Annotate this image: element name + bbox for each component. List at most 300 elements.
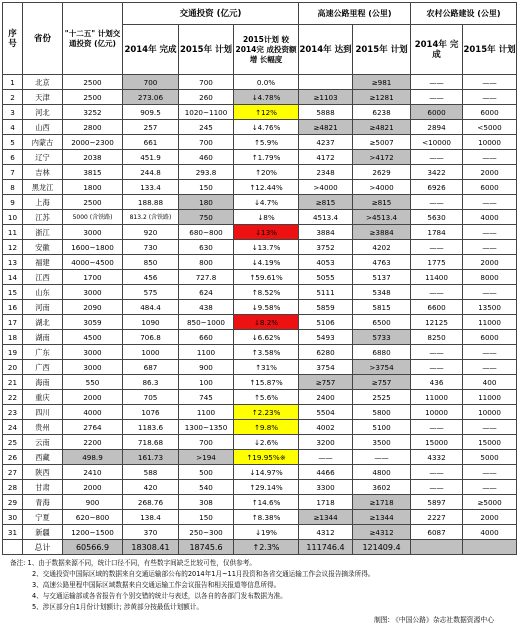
growth-rate: ↓13% <box>234 225 299 240</box>
note-line: 备注: 1、由于数据来源不同，统计口径不同，有些数字间缺乏比较可性，仅供参考。 <box>10 559 256 567</box>
row-number: 4 <box>3 120 23 135</box>
traffic-2015: 700 <box>179 135 234 150</box>
rural-2015: 4000 <box>463 525 517 540</box>
rural-2014: 15000 <box>411 435 463 450</box>
growth-rate: ↑8.38% <box>234 510 299 525</box>
highway-2014: 5888 <box>299 105 353 120</box>
rural-2015: 2000 <box>463 165 517 180</box>
rural-2014: 4332 <box>411 450 463 465</box>
province-name: 西藏 <box>23 450 63 465</box>
traffic-2015: 800 <box>179 255 234 270</box>
row-number: 13 <box>3 255 23 270</box>
highway-2015: >4513.4 <box>353 210 411 225</box>
rural-2015: —— <box>463 90 517 105</box>
table-row <box>3 345 517 360</box>
row-number: 1 <box>3 75 23 90</box>
row-number: 16 <box>3 300 23 315</box>
growth-rate: ↓8.2% <box>234 315 299 330</box>
total-growth: ↑2.3% <box>234 540 299 555</box>
highway-2015: ≥1718 <box>353 495 411 510</box>
rural-2014: 11000 <box>411 390 463 405</box>
highway-2015: ≥3884 <box>353 225 411 240</box>
row-number: 31 <box>3 525 23 540</box>
province-name: 湖北 <box>23 315 63 330</box>
province-name: 福建 <box>23 255 63 270</box>
total-rural-2014 <box>411 540 463 555</box>
growth-rate: ↓4.76% <box>234 120 299 135</box>
province-name: 黑龙江 <box>23 180 63 195</box>
rural-2014: 6926 <box>411 180 463 195</box>
traffic-2015: 293.8 <box>179 165 234 180</box>
plan-investment: 2500 <box>63 195 123 210</box>
growth-rate: ↑59.61% <box>234 270 299 285</box>
traffic-2015: 438 <box>179 300 234 315</box>
traffic-2014: 705 <box>123 390 179 405</box>
highway-2014: 5504 <box>299 405 353 420</box>
rural-2015: —— <box>463 225 517 240</box>
rural-2015: —— <box>463 285 517 300</box>
traffic-2014: 850 <box>123 255 179 270</box>
plan-investment: 2000~2300 <box>63 135 123 150</box>
highway-2015: —— <box>353 450 411 465</box>
province-name: 广东 <box>23 345 63 360</box>
table-row <box>3 390 517 405</box>
traffic-2015: 624 <box>179 285 234 300</box>
plan-investment: 2500 <box>63 90 123 105</box>
traffic-2015: 100 <box>179 375 234 390</box>
plan-investment: 2000 <box>63 480 123 495</box>
province-name: 山西 <box>23 120 63 135</box>
highway-2015: 3602 <box>353 480 411 495</box>
note-line: 2、交通投资中国际区域的数据来自交通运输部公布的2014年1月~11月投资和各省交通运输工作会议报告摘录所得。 <box>32 570 375 578</box>
province-name: 山东 <box>23 285 63 300</box>
table-body <box>3 75 517 540</box>
traffic-2014: 161.73 <box>123 450 179 465</box>
row-number: 27 <box>3 465 23 480</box>
plan-investment: 4500 <box>63 330 123 345</box>
rural-2014: 2227 <box>411 510 463 525</box>
highway-2015: >4172 <box>353 150 411 165</box>
highway-2014: 5055 <box>299 270 353 285</box>
traffic-2015: 308 <box>179 495 234 510</box>
traffic-2014: 1183.6 <box>123 420 179 435</box>
table-row <box>3 495 517 510</box>
credit-line: 制图: 《中国公路》杂志社数据资源中心 <box>374 616 494 624</box>
growth-rate: ↑20% <box>234 165 299 180</box>
rural-2014: 6087 <box>411 525 463 540</box>
rural-2014: —— <box>411 420 463 435</box>
table-row <box>3 105 517 120</box>
highway-2014: 5106 <box>299 315 353 330</box>
rural-2015: 11000 <box>463 315 517 330</box>
table-row <box>3 120 517 135</box>
traffic-2014: 138.4 <box>123 510 179 525</box>
highway-2014: 3754 <box>299 360 353 375</box>
rural-2014: 6600 <box>411 300 463 315</box>
highway-2015: 6238 <box>353 105 411 120</box>
header-plan-invest: "十二五" 计划交通投资 (亿元) <box>63 3 123 75</box>
province-name: 河南 <box>23 300 63 315</box>
rural-2015: 5000 <box>463 450 517 465</box>
traffic-2015: 900 <box>179 360 234 375</box>
province-name: 上海 <box>23 195 63 210</box>
rural-2015: —— <box>463 465 517 480</box>
rural-2014: 436 <box>411 375 463 390</box>
province-name: 湖南 <box>23 330 63 345</box>
highway-2015: 4800 <box>353 465 411 480</box>
plan-investment: 1700 <box>63 270 123 285</box>
total-rural-2015 <box>463 540 517 555</box>
total-label: 总计 <box>23 540 63 555</box>
rural-2014: 5630 <box>411 210 463 225</box>
table-row <box>3 255 517 270</box>
rural-2014: 2894 <box>411 120 463 135</box>
growth-rate: ↑1.79% <box>234 150 299 165</box>
table-row <box>3 165 517 180</box>
rural-2015: 6000 <box>463 105 517 120</box>
row-number: 14 <box>3 270 23 285</box>
investment-table <box>2 2 517 555</box>
traffic-2015: 850~1000 <box>179 315 234 330</box>
traffic-2014: 133.4 <box>123 180 179 195</box>
plan-investment: 2090 <box>63 300 123 315</box>
note-line: 5、涉区部分自1月份计划额计; 涉黄部分按最低计划额计。 <box>32 603 203 611</box>
province-name: 陕西 <box>23 465 63 480</box>
traffic-2014: 920 <box>123 225 179 240</box>
highway-2015: ≥4821 <box>353 120 411 135</box>
highway-2014: 4002 <box>299 420 353 435</box>
table-row <box>3 195 517 210</box>
plan-investment: 2000 <box>63 390 123 405</box>
traffic-2014: 273.06 <box>123 90 179 105</box>
rural-2014: —— <box>411 75 463 90</box>
row-number: 28 <box>3 480 23 495</box>
growth-rate: ↑12.44% <box>234 180 299 195</box>
highway-2014: 3884 <box>299 225 353 240</box>
rural-2015: <5000 <box>463 120 517 135</box>
growth-rate: ↓8% <box>234 210 299 225</box>
rural-2014: 11400 <box>411 270 463 285</box>
table-row <box>3 285 517 300</box>
rural-2015: —— <box>463 75 517 90</box>
traffic-2015: 245 <box>179 120 234 135</box>
rural-2015: 13500 <box>463 300 517 315</box>
highway-2015: 4763 <box>353 255 411 270</box>
plan-investment: 3000 <box>63 360 123 375</box>
highway-2014: 4053 <box>299 255 353 270</box>
rural-2015: 10000 <box>463 405 517 420</box>
table-row <box>3 510 517 525</box>
highway-2015: 5137 <box>353 270 411 285</box>
highway-2015: 5815 <box>353 300 411 315</box>
rural-2014: 8250 <box>411 330 463 345</box>
plan-investment: 4000 <box>63 405 123 420</box>
highway-2015: >4000 <box>353 180 411 195</box>
rural-2015: 8000 <box>463 270 517 285</box>
rural-2014: —— <box>411 90 463 105</box>
highway-2014: 3200 <box>299 435 353 450</box>
table-row <box>3 75 517 90</box>
rural-2014: —— <box>411 195 463 210</box>
rural-2014: —— <box>411 150 463 165</box>
plan-investment: 550 <box>63 375 123 390</box>
traffic-2014: 700 <box>123 75 179 90</box>
growth-rate: ↓4.19% <box>234 255 299 270</box>
highway-2014: 1718 <box>299 495 353 510</box>
traffic-2015: 150 <box>179 180 234 195</box>
row-number: 6 <box>3 150 23 165</box>
growth-rate: ↑3.58% <box>234 345 299 360</box>
rural-2015: —— <box>463 420 517 435</box>
traffic-2014: 420 <box>123 480 179 495</box>
growth-rate: ↑8.52% <box>234 285 299 300</box>
table-row <box>3 315 517 330</box>
rural-2015: 15000 <box>463 435 517 450</box>
plan-investment: 4000~4500 <box>63 255 123 270</box>
highway-2014: 3300 <box>299 480 353 495</box>
province-name: 江西 <box>23 270 63 285</box>
traffic-2015: 500 <box>179 465 234 480</box>
plan-investment: 3000 <box>63 285 123 300</box>
table-header <box>3 3 517 75</box>
plan-investment: 2038 <box>63 150 123 165</box>
highway-2015: 2525 <box>353 390 411 405</box>
highway-2015: ≥981 <box>353 75 411 90</box>
rural-2015: 11000 <box>463 390 517 405</box>
rural-2015: 10000 <box>463 135 517 150</box>
plan-investment: 498.9 <box>63 450 123 465</box>
growth-rate: ↑2.23% <box>234 405 299 420</box>
province-name: 安徽 <box>23 240 63 255</box>
rural-2014: —— <box>411 240 463 255</box>
table-row <box>3 270 517 285</box>
highway-2014: 2400 <box>299 390 353 405</box>
traffic-2015: 250~300 <box>179 525 234 540</box>
highway-2015: ≥1344 <box>353 510 411 525</box>
plan-investment: 2200 <box>63 435 123 450</box>
traffic-2015: 150 <box>179 510 234 525</box>
province-name: 重庆 <box>23 390 63 405</box>
table-row <box>3 90 517 105</box>
table-row <box>3 180 517 195</box>
table-row <box>3 300 517 315</box>
rural-2014: 3422 <box>411 165 463 180</box>
traffic-2014: 257 <box>123 120 179 135</box>
row-number: 30 <box>3 510 23 525</box>
province-name: 广西 <box>23 360 63 375</box>
total-row <box>3 540 517 555</box>
header-traffic-2014: 2014年 完成 <box>123 25 179 75</box>
row-number: 11 <box>3 225 23 240</box>
row-number: 22 <box>3 390 23 405</box>
traffic-2014: 484.4 <box>123 300 179 315</box>
growth-rate: ↑29.14% <box>234 480 299 495</box>
traffic-2015: >194 <box>179 450 234 465</box>
traffic-2015: 750 <box>179 210 234 225</box>
header-highway-2014: 2014年 达到 <box>299 25 353 75</box>
highway-2014: —— <box>299 450 353 465</box>
row-number: 2 <box>3 90 23 105</box>
row-number: 15 <box>3 285 23 300</box>
header-rural: 农村公路建设 (公里) <box>411 3 517 25</box>
plan-investment: 3252 <box>63 105 123 120</box>
row-number: 21 <box>3 375 23 390</box>
highway-2014: 5111 <box>299 285 353 300</box>
header-highway-2015: 2015年 计划 <box>353 25 411 75</box>
highway-2015: 5100 <box>353 420 411 435</box>
header-traffic-growth: 2015计划 较2014完 成投资额增 长幅度 <box>234 25 299 75</box>
row-number: 19 <box>3 345 23 360</box>
rural-2014: —— <box>411 480 463 495</box>
province-name: 贵州 <box>23 420 63 435</box>
province-name: 新疆 <box>23 525 63 540</box>
plan-investment: 2500 <box>63 75 123 90</box>
notes-section <box>2 558 516 613</box>
plan-investment: 3000 <box>63 345 123 360</box>
traffic-2014: 244.8 <box>123 165 179 180</box>
province-name: 浙江 <box>23 225 63 240</box>
plan-investment: 5000 (含铁路) <box>63 210 123 225</box>
highway-2014: 2348 <box>299 165 353 180</box>
total-plan: 60566.9 <box>63 540 123 555</box>
plan-investment: 620~800 <box>63 510 123 525</box>
total-traffic-2015: 18745.6 <box>179 540 234 555</box>
report-document <box>2 2 516 624</box>
rural-2015: 2000 <box>463 255 517 270</box>
traffic-2015: 1100 <box>179 405 234 420</box>
growth-rate: ↓19% <box>234 525 299 540</box>
header-seq: 序 号 <box>3 3 23 75</box>
highway-2015: ≥1281 <box>353 90 411 105</box>
traffic-2014: 1090 <box>123 315 179 330</box>
highway-2014: 4172 <box>299 150 353 165</box>
rural-2014: 5897 <box>411 495 463 510</box>
traffic-2015: 260 <box>179 90 234 105</box>
header-rural-2014: 2014年 完成 <box>411 25 463 75</box>
highway-2014: 5859 <box>299 300 353 315</box>
plan-investment: 1800 <box>63 180 123 195</box>
growth-rate: ↓4.78% <box>234 90 299 105</box>
highway-2014: ≥1344 <box>299 510 353 525</box>
traffic-2014: 456 <box>123 270 179 285</box>
growth-rate: ↑19.95%※ <box>234 450 299 465</box>
total-traffic-2014: 18308.41 <box>123 540 179 555</box>
traffic-2015: 1020~1100 <box>179 105 234 120</box>
table-row <box>3 150 517 165</box>
rural-2014: 12125 <box>411 315 463 330</box>
rural-2015: 2000 <box>463 510 517 525</box>
plan-investment: 1200~1500 <box>63 525 123 540</box>
table-row <box>3 240 517 255</box>
growth-rate: ↓14.97% <box>234 465 299 480</box>
row-number: 17 <box>3 315 23 330</box>
row-number: 12 <box>3 240 23 255</box>
highway-2015: >3754 <box>353 360 411 375</box>
growth-rate: ↑15.87% <box>234 375 299 390</box>
traffic-2014: 575 <box>123 285 179 300</box>
rural-2015: —— <box>463 345 517 360</box>
table-row <box>3 420 517 435</box>
traffic-2014: 718.68 <box>123 435 179 450</box>
highway-2015: ≥5007 <box>353 135 411 150</box>
growth-rate: ↑9.8% <box>234 420 299 435</box>
traffic-2015: 700 <box>179 75 234 90</box>
growth-rate: ↓4.7% <box>234 195 299 210</box>
plan-investment: 1600~1800 <box>63 240 123 255</box>
highway-2015: 5733 <box>353 330 411 345</box>
plan-investment: 2764 <box>63 420 123 435</box>
growth-rate: 0.0% <box>234 75 299 90</box>
total-highway-2015: 121409.4 <box>353 540 411 555</box>
growth-rate: ↑31% <box>234 360 299 375</box>
header-traffic-2015: 2015年 计划 <box>179 25 234 75</box>
traffic-2015: 660 <box>179 330 234 345</box>
plan-investment: 3815 <box>63 165 123 180</box>
highway-2014: ≥1103 <box>299 90 353 105</box>
table-row <box>3 435 517 450</box>
highway-2015: 6880 <box>353 345 411 360</box>
traffic-2014: 588 <box>123 465 179 480</box>
traffic-2015: 460 <box>179 150 234 165</box>
province-name: 甘肃 <box>23 480 63 495</box>
highway-2014: ≥815 <box>299 195 353 210</box>
header-rural-2015: 2015年 计划 <box>463 25 517 75</box>
rural-2015: —— <box>463 480 517 495</box>
rural-2015: 400 <box>463 375 517 390</box>
rural-2014: 6000 <box>411 105 463 120</box>
header-province: 省份 <box>23 3 63 75</box>
growth-rate: ↑5.6% <box>234 390 299 405</box>
province-name: 吉林 <box>23 165 63 180</box>
rural-2014: <10000 <box>411 135 463 150</box>
growth-rate: ↓13.7% <box>234 240 299 255</box>
highway-2015: 3500 <box>353 435 411 450</box>
growth-rate: ↑5.9% <box>234 135 299 150</box>
highway-2014: 5493 <box>299 330 353 345</box>
traffic-2015: 1100 <box>179 345 234 360</box>
province-name: 云南 <box>23 435 63 450</box>
highway-2014: ≥4821 <box>299 120 353 135</box>
province-name: 青海 <box>23 495 63 510</box>
row-number: 7 <box>3 165 23 180</box>
rural-2015: —— <box>463 150 517 165</box>
traffic-2014: 370 <box>123 525 179 540</box>
province-name: 四川 <box>23 405 63 420</box>
note-line: 4、与交通运输部或各省报告有个别交错的统计与表述，以各自的各部门发布数据为准。 <box>32 592 287 600</box>
rural-2014: 1775 <box>411 255 463 270</box>
rural-2015: —— <box>463 240 517 255</box>
table-row <box>3 480 517 495</box>
highway-2015: 5800 <box>353 405 411 420</box>
table-row <box>3 465 517 480</box>
traffic-2014: 1000 <box>123 345 179 360</box>
highway-2014: ≥757 <box>299 375 353 390</box>
table-row <box>3 450 517 465</box>
growth-rate: ↓2.6% <box>234 435 299 450</box>
row-number: 20 <box>3 360 23 375</box>
province-name: 海南 <box>23 375 63 390</box>
traffic-2015: 630 <box>179 240 234 255</box>
growth-rate: ↑14.6% <box>234 495 299 510</box>
row-number: 3 <box>3 105 23 120</box>
rural-2014: —— <box>411 465 463 480</box>
plan-investment: 3000 <box>63 225 123 240</box>
highway-2015: 6500 <box>353 315 411 330</box>
traffic-2015: 700 <box>179 435 234 450</box>
province-name: 宁夏 <box>23 510 63 525</box>
highway-2014 <box>299 75 353 90</box>
note-line: 3、高速公路里程中国际区域数据来自交通运输工作会议报告和相关报道等信息所得。 <box>32 581 281 589</box>
